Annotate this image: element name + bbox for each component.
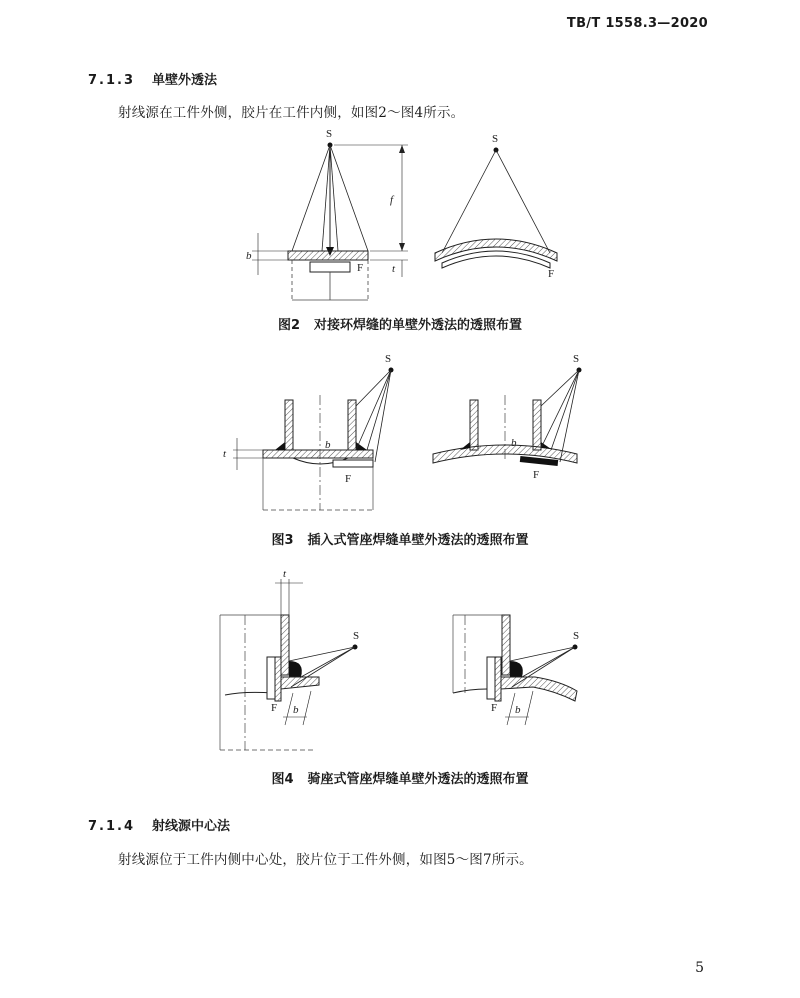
width-label: b bbox=[511, 437, 517, 449]
figure-2-left-view bbox=[246, 128, 408, 300]
figure-3-left-view bbox=[223, 353, 394, 510]
thickness-label: t bbox=[283, 568, 287, 580]
film-label: F bbox=[271, 702, 278, 714]
source-label: S bbox=[492, 133, 499, 145]
distance-label: f bbox=[390, 194, 394, 206]
thickness-label: t bbox=[392, 263, 396, 275]
source-label: S bbox=[353, 630, 360, 642]
figure-4-caption bbox=[0, 768, 800, 787]
film-label: F bbox=[357, 262, 364, 274]
figure-4-right-view bbox=[453, 615, 579, 725]
figure-3-caption bbox=[0, 529, 800, 548]
section-title: 单壁外透法 bbox=[152, 73, 218, 88]
figure-2-diagram bbox=[230, 125, 590, 305]
film-label: F bbox=[548, 268, 555, 280]
width-label: b bbox=[515, 704, 521, 716]
standard-number: TB/T 1558.3—2020 bbox=[566, 16, 708, 31]
figure-4-diagram bbox=[215, 565, 595, 755]
section-number: 7.1.4 bbox=[88, 819, 136, 834]
page-number: 5 bbox=[695, 960, 704, 976]
figure-4-left-view bbox=[220, 568, 359, 750]
width-label: b bbox=[293, 704, 299, 716]
figure-caption-text: 插入式管座焊缝单壁外透法的透照布置 bbox=[307, 533, 529, 548]
width-label: b bbox=[246, 250, 252, 262]
section-heading-7-1-3 bbox=[88, 69, 217, 88]
figure-number: 图4 bbox=[271, 772, 294, 787]
figure-caption-text: 对接环焊缝的单壁外透法的透照布置 bbox=[314, 318, 523, 333]
source-label: S bbox=[385, 353, 392, 365]
section-paragraph: 射线源在工件外侧，胶片在工件内侧，如图2～图4所示。 bbox=[118, 105, 465, 121]
source-label: S bbox=[573, 630, 580, 642]
figure-number: 图3 bbox=[271, 533, 294, 548]
film-label: F bbox=[345, 473, 352, 485]
figure-number: 图2 bbox=[277, 318, 301, 333]
section-heading-7-1-4 bbox=[88, 815, 230, 834]
section-paragraph: 射线源位于工件内侧中心处，胶片位于工件外侧，如图5～图7所示。 bbox=[118, 852, 533, 868]
figure-2-caption bbox=[0, 314, 800, 333]
section-title: 射线源中心法 bbox=[152, 819, 231, 834]
source-label: S bbox=[573, 353, 580, 365]
film-label: F bbox=[491, 702, 498, 714]
figure-3-right-view bbox=[433, 353, 582, 481]
figure-caption-text: 骑座式管座焊缝单壁外透法的透照布置 bbox=[307, 772, 529, 787]
source-label: S bbox=[326, 128, 333, 140]
figure-2-right-view bbox=[435, 133, 557, 280]
section-number: 7.1.3 bbox=[88, 73, 136, 88]
width-label: b bbox=[325, 439, 331, 451]
thickness-label: t bbox=[223, 448, 227, 460]
film-label: F bbox=[533, 469, 540, 481]
figure-3-diagram bbox=[215, 350, 595, 515]
